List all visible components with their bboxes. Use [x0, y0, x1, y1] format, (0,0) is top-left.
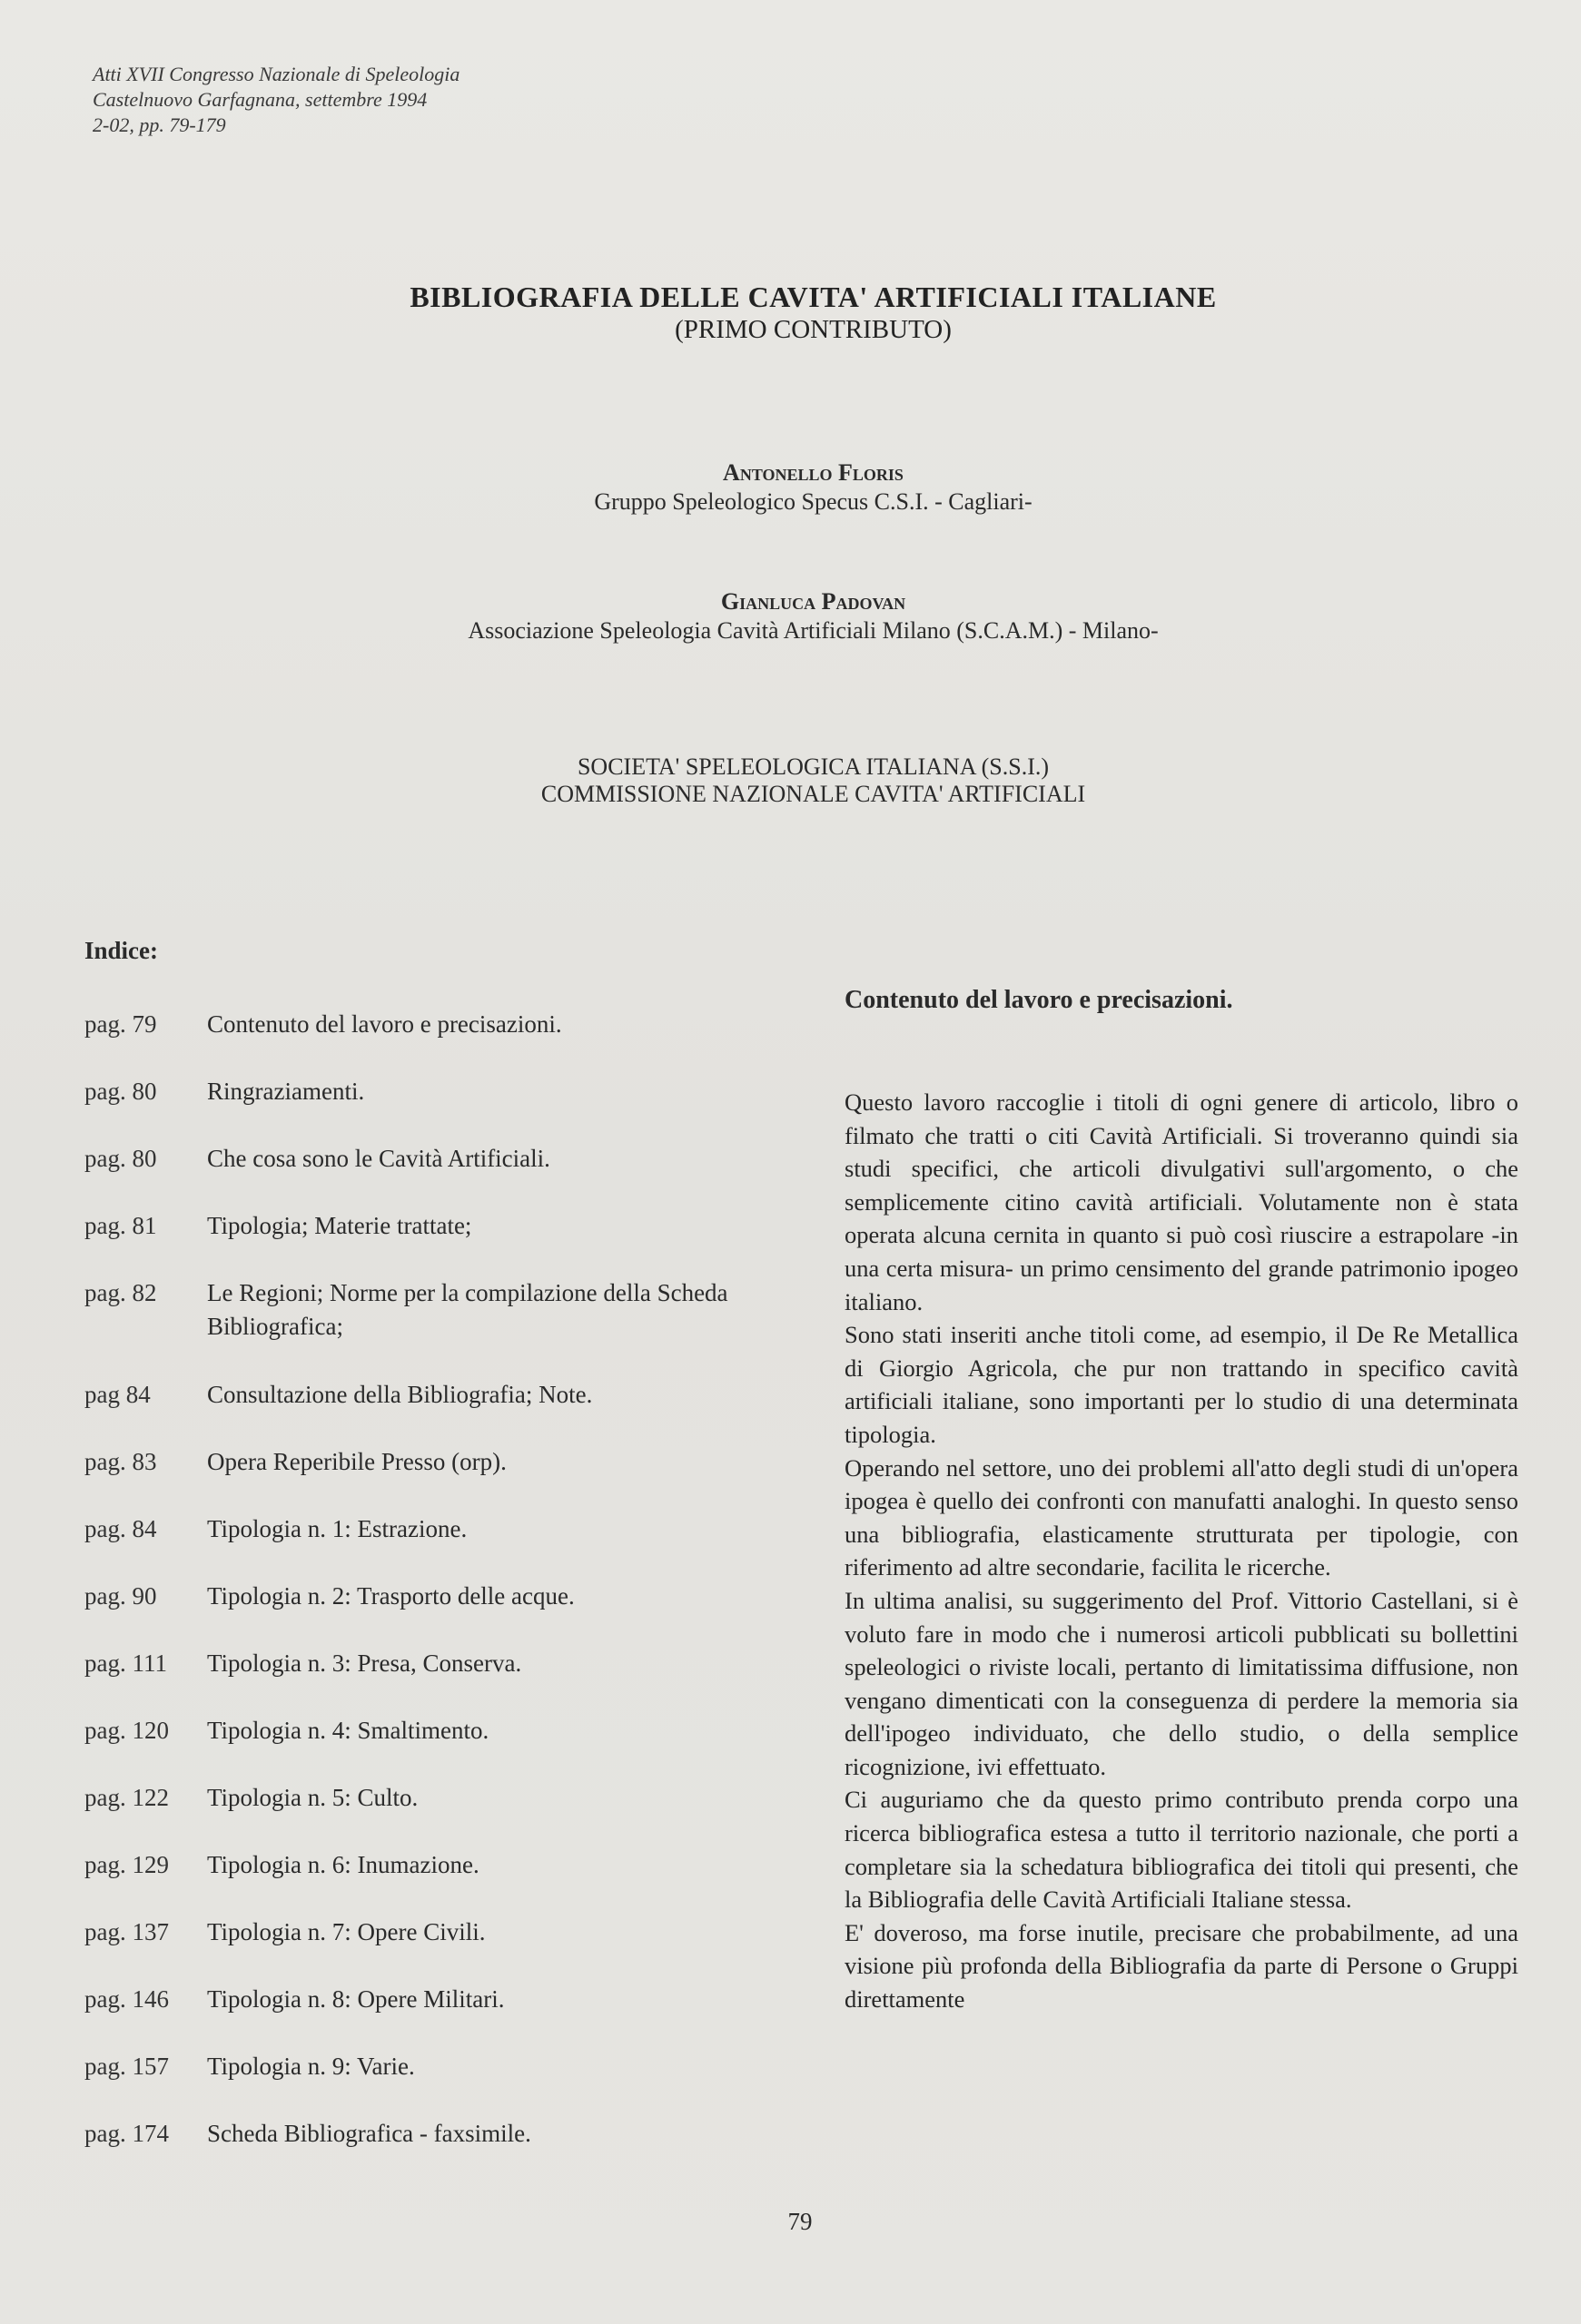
index-page-ref: pag. 80: [84, 1078, 157, 1105]
index-page-ref: pag. 111: [84, 1649, 167, 1677]
paragraph: Questo lavoro raccoglie i titoli di ogni genere di articolo, libro o filmato che tratti o citi Cavità Artificiali. Si troveranno quindi sia studi specifici, che articoli divulgativi sull'argomento, o che semplicemente citino cavità artificiali. Volutamente non è stata operata alcuna cernita in quanto si può così riuscire a estrapolare -in una certa misura- un primo censimento del grande patrimonio ipogeo italiano.: [845, 1088, 1518, 1315]
index-page-ref: pag. 84: [84, 1515, 157, 1542]
index-entry-text: Scheda Bibliografica - faxsimile.: [207, 2120, 531, 2147]
publication-line-pages: 2-02, pp. 79-179: [93, 113, 226, 136]
index-item: [84, 1647, 788, 1680]
author-name: Antonello Floris: [723, 459, 904, 486]
index-entry-text: Tipologia n. 4: Smaltimento.: [207, 1717, 489, 1744]
index-entry-text: Tipologia n. 5: Culto.: [207, 1784, 419, 1811]
index-item: [84, 1008, 788, 1041]
index-entry-text: Tipologia; Materie trattate;: [207, 1212, 472, 1239]
index-entry-text: Contenuto del lavoro e precisazioni.: [207, 1010, 562, 1038]
index-entry-text: Consultazione della Bibliografia; Note.: [207, 1381, 593, 1408]
index-item: [84, 1075, 788, 1108]
title-block: [0, 280, 1581, 345]
index-page-ref: pag. 83: [84, 1448, 157, 1475]
index-page-ref: pag. 79: [84, 1010, 157, 1038]
index-entry-text: Tipologia n. 9: Varie.: [207, 2053, 415, 2080]
index-item: [84, 1781, 788, 1815]
body-text: [845, 1086, 1518, 2016]
page-number: 79: [787, 2208, 813, 2235]
index-page-ref: pag. 137: [84, 1918, 169, 1945]
index-page-ref: pag. 120: [84, 1717, 169, 1744]
content-section: [845, 984, 1518, 2014]
index-entry-text: Tipologia n. 2: Trasporto delle acque.: [207, 1582, 575, 1610]
section-heading: Contenuto del lavoro e precisazioni.: [845, 986, 1233, 1014]
index-page-ref: pag. 122: [84, 1784, 169, 1811]
paragraph: In ultima analisi, su suggerimento del Prof. Vittorio Castellani, si è voluto fare in modo che i numerosi articoli pubblicati su bollettini speleologici o riviste locali, pertanto di limitatissima diffusione, non vengano dimenticati con la conseguenza di perdere la memoria sia dell'ipogeo individuato, che dello studio, o della semplice ricognizione, ivi effettuato.: [845, 1586, 1518, 1780]
index-page-ref: pag. 81: [84, 1212, 157, 1239]
index-page-ref: pag. 90: [84, 1582, 157, 1610]
index-page-ref: pag. 146: [84, 1985, 169, 2013]
sub-title: (PRIMO CONTRIBUTO): [675, 315, 952, 344]
index-item: [84, 1714, 788, 1748]
index-page-ref: pag. 157: [84, 2053, 169, 2080]
index-section: [84, 937, 793, 2147]
index-entry-text: Ringraziamenti.: [207, 1078, 365, 1105]
index-entry-text: Tipologia n. 6: Inumazione.: [207, 1851, 479, 1878]
publication-line-congress: Atti XVII Congresso Nazionale di Speleologia: [93, 63, 460, 85]
index-entry-text: Che cosa sono le Cavità Artificiali.: [207, 1145, 550, 1172]
index-item: [84, 2050, 788, 2083]
index-item: [84, 1142, 788, 1176]
index-heading: Indice:: [84, 937, 158, 964]
author-block: [0, 587, 1581, 645]
publication-line-place-date: Castelnuovo Garfagnana, settembre 1994: [93, 88, 428, 111]
author-block: [0, 458, 1581, 517]
society-block: [0, 753, 1581, 808]
index-page-ref: pag. 82: [84, 1279, 157, 1306]
index-entry-text: Tipologia n. 8: Opere Militari.: [207, 1985, 505, 2013]
index-item: [84, 1209, 788, 1243]
index-entry-text: Tipologia n. 3: Presa, Conserva.: [207, 1649, 522, 1677]
index-item: [84, 1512, 788, 1546]
author-affiliation: Associazione Speleologia Cavità Artificiali Milano (S.C.A.M.) - Milano-: [468, 617, 1159, 644]
index-item: [84, 1580, 788, 1613]
index-item: [84, 1915, 788, 1949]
commission-name: COMMISSIONE NAZIONALE CAVITA' ARTIFICIALI: [540, 781, 1086, 807]
index-item: [84, 1848, 788, 1882]
paragraph: Ci auguriamo che da questo primo contributo prenda corpo una ricerca bibliografica estesa a tutto il territorio nazionale, che porti a completare sia la schedatura bibliografica dei titoli qui presenti, che la Bibliografia delle Cavità Artificiali Italiane stessa.: [845, 1786, 1518, 1914]
index-page-ref: pag. 129: [84, 1851, 169, 1878]
index-item: [84, 1983, 788, 2016]
index-entry-text: Tipologia n. 1: Estrazione.: [207, 1515, 468, 1542]
society-name: SOCIETA' SPELEOLOGICA ITALIANA (S.S.I.): [577, 753, 1050, 780]
index-page-ref: pag. 80: [84, 1145, 157, 1172]
author-name: Gianluca Padovan: [720, 588, 906, 615]
index-entry-text: Opera Reperibile Presso (orp).: [207, 1448, 507, 1475]
publication-info: [93, 62, 459, 138]
index-page-ref: pag. 174: [84, 2120, 169, 2147]
index-item: [84, 1378, 788, 1412]
paragraph: Operando nel settore, uno dei problemi all'atto degli studi di un'opera ipogea è quello dei confronti con manufatti analoghi. In questo senso una bibliografia, elasticamente strutturata per tipologie, con riferimento ad altre secondarie, facilita le ricerche.: [845, 1453, 1518, 1581]
index-item: [84, 1276, 788, 1344]
paragraph: Sono stati inseriti anche titoli come, ad esempio, il De Re Metallica di Giorgio Agricola, che pur non trattando in specifico cavità artificiali italiane, sono importanti per lo studio di una determinata tipologia.: [845, 1321, 1518, 1448]
index-item: [84, 2117, 788, 2151]
index-item: [84, 1445, 788, 1479]
main-title: BIBLIOGRAFIA DELLE CAVITA' ARTIFICIALI ITALIANE: [410, 281, 1217, 313]
index-entry-text: Tipologia n. 7: Opere Civili.: [207, 1918, 486, 1945]
index-entry-text: Le Regioni; Norme per la compilazione della Scheda Bibliografica;: [207, 1279, 728, 1340]
index-page-ref: pag 84: [84, 1381, 151, 1408]
author-affiliation: Gruppo Speleologico Specus C.S.I. - Cagliari-: [594, 488, 1033, 515]
paragraph: E' doveroso, ma forse inutile, precisare che probabilmente, ad una visione più profonda della Bibliografia da parte di Persone o Gruppi direttamente: [845, 1918, 1518, 2014]
